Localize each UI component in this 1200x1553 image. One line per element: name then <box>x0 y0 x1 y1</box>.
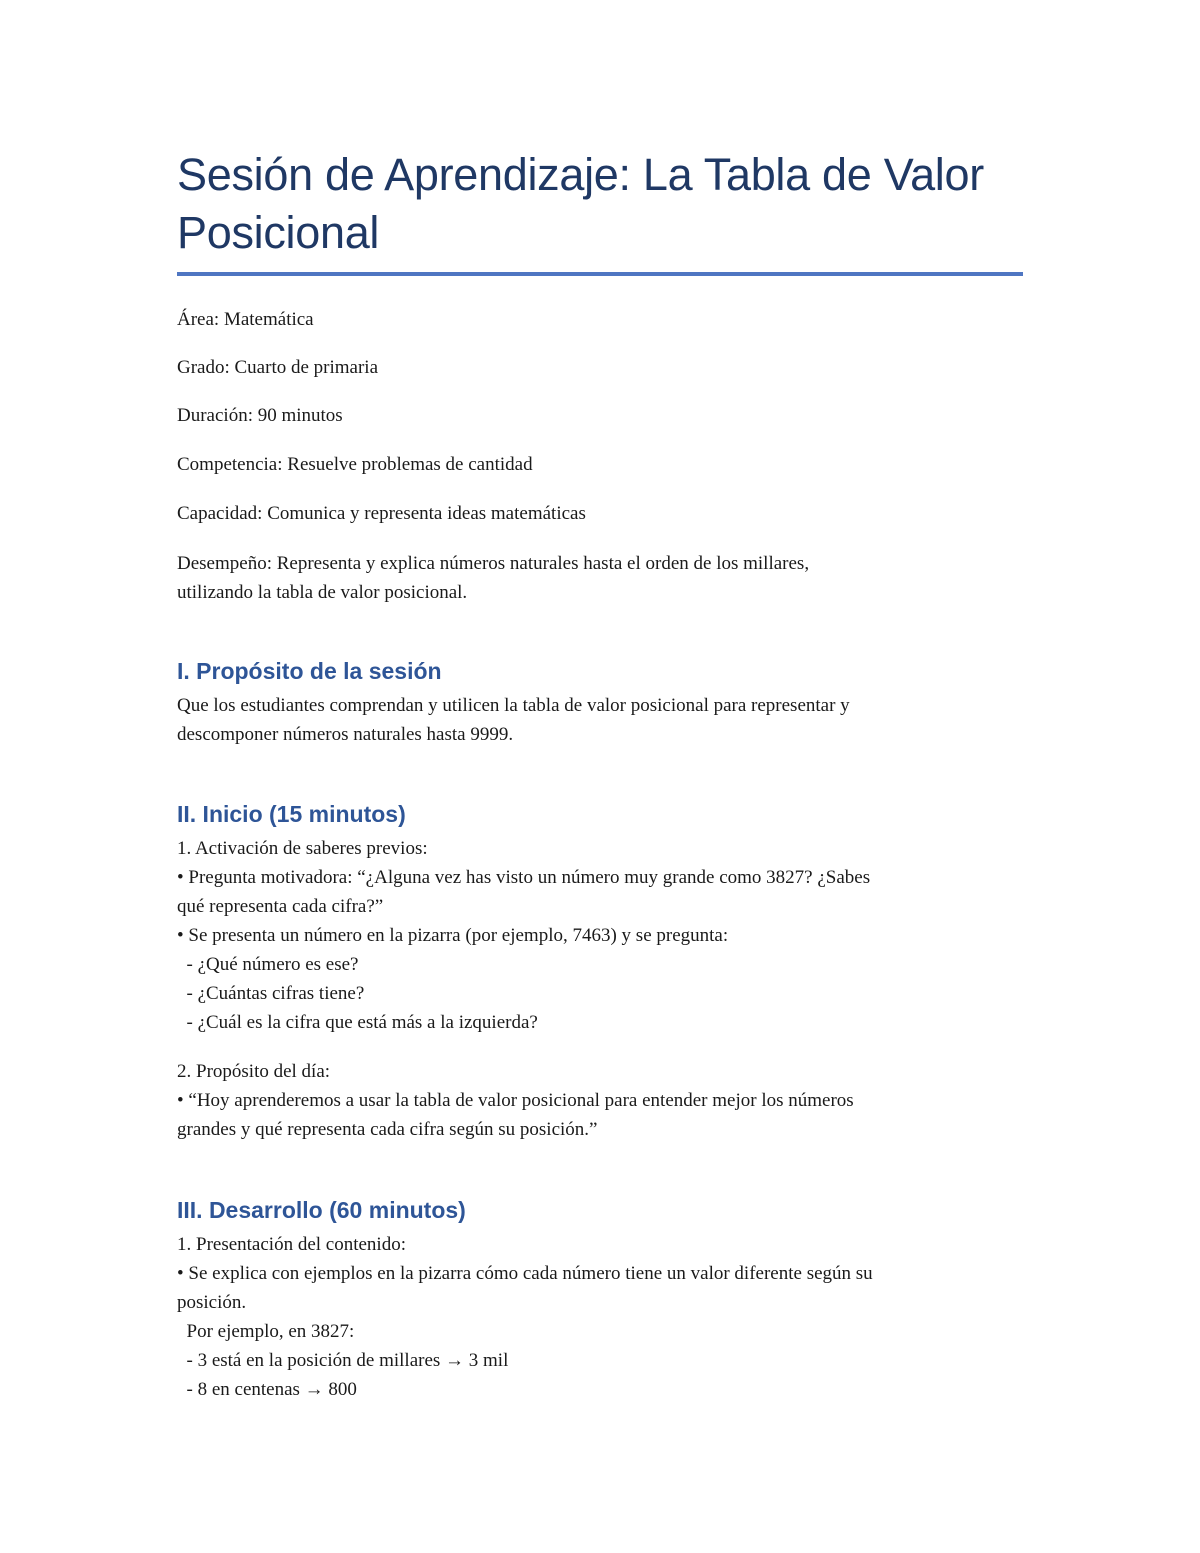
section-heading-proposito: I. Propósito de la sesión <box>177 658 442 684</box>
meta-grado: Grado: Cuarto de primaria <box>177 357 379 378</box>
body-line: descomponer números naturales hasta 9999. <box>177 724 514 745</box>
body-line: - 8 en centenas → 800 <box>177 1379 357 1400</box>
body-line: grandes y qué representa cada cifra según su posición.” <box>177 1119 598 1140</box>
body-line: • Pregunta motivadora: “¿Alguna vez has visto un número muy grande como 3827? ¿Sabes <box>177 867 871 888</box>
meta-desempeno-line: utilizando la tabla de valor posicional. <box>177 582 468 603</box>
section-heading-desarrollo: III. Desarrollo (60 minutos) <box>177 1197 466 1223</box>
body-line: Por ejemplo, en 3827: <box>177 1321 355 1342</box>
meta-desempeno-line: Desempeño: Representa y explica números naturales hasta el orden de los millares, <box>177 553 810 574</box>
section-body-proposito <box>177 691 1023 749</box>
section-heading-inicio: II. Inicio (15 minutos) <box>177 801 406 827</box>
body-line: qué representa cada cifra?” <box>177 896 384 917</box>
body-line: - ¿Qué número es ese? <box>177 954 359 975</box>
page-title: Sesión de Aprendizaje: La Tabla de Valor Posicional <box>177 149 984 258</box>
meta-capacidad: Capacidad: Comunica y representa ideas matemáticas <box>177 503 586 524</box>
body-line: - 3 está en la posición de millares → 3 mil <box>177 1350 509 1371</box>
title-underline <box>177 272 1023 276</box>
section-body-inicio-block1 <box>177 834 1023 1037</box>
meta-duracion: Duración: 90 minutos <box>177 405 343 426</box>
body-line: • “Hoy aprenderemos a usar la tabla de valor posicional para entender mejor los números <box>177 1090 854 1111</box>
meta-competencia: Competencia: Resuelve problemas de cantidad <box>177 454 533 475</box>
body-line: • Se presenta un número en la pizarra (por ejemplo, 7463) y se pregunta: <box>177 925 729 946</box>
body-line: 2. Propósito del día: <box>177 1061 331 1082</box>
body-line: 1. Presentación del contenido: <box>177 1234 406 1255</box>
body-line: - ¿Cuántas cifras tiene? <box>177 983 365 1004</box>
body-line: 1. Activación de saberes previos: <box>177 838 428 859</box>
body-line: Que los estudiantes comprendan y utilicen la tabla de valor posicional para representar y <box>177 695 850 716</box>
meta-desempeno <box>177 549 1023 607</box>
section-body-inicio-block2 <box>177 1057 1023 1144</box>
body-line: - ¿Cuál es la cifra que está más a la izquierda? <box>177 1012 538 1033</box>
meta-area: Área: Matemática <box>177 309 314 330</box>
section-body-desarrollo <box>177 1230 1023 1404</box>
body-line: posición. <box>177 1292 247 1313</box>
body-line: • Se explica con ejemplos en la pizarra cómo cada número tiene un valor diferente según su <box>177 1263 873 1284</box>
